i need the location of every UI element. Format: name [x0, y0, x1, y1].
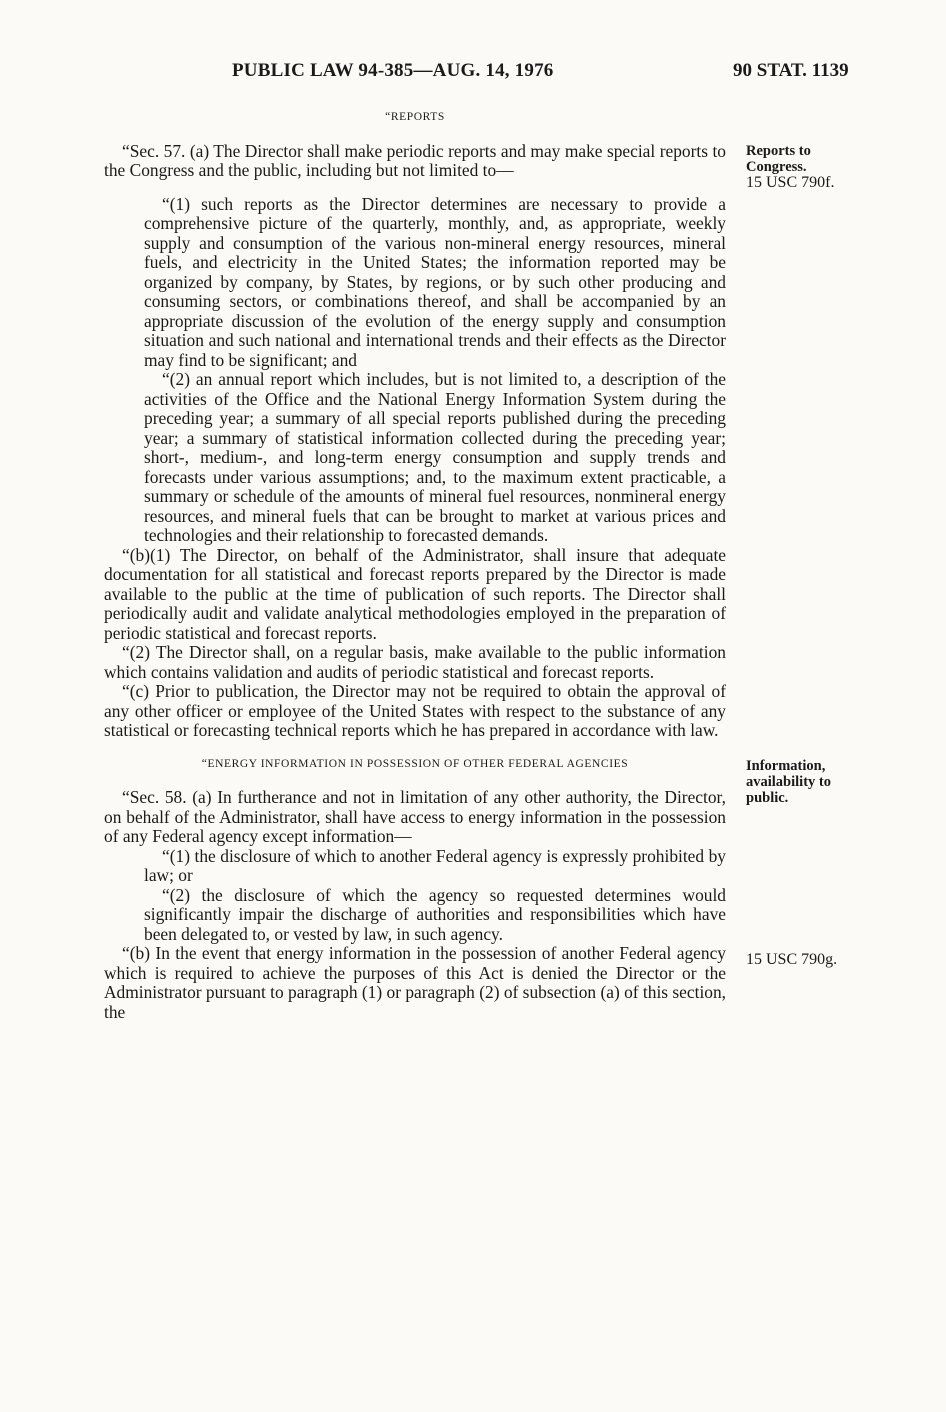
margin-note-sec58: [746, 952, 856, 968]
public-law-title: PUBLIC LAW 94-385—AUG. 14, 1976: [232, 60, 554, 81]
sec58-b: “(b) In the event that energy information in the possession of another Federal agency which is required to achieve the purposes of this Act is denied the Director or the Administrator pursuant to paragraph (1) or paragraph (2) of subsection (a) of this section, the: [104, 943, 727, 1022]
margin-note-reports-title: Reports to Congress.: [746, 143, 811, 175]
section-heading-energy-information: “ENERGY INFORMATION IN POSSESSION OF OTHER FEDERAL AGENCIES: [201, 757, 629, 770]
margin-note-sec58-cite: 15 USC 790g.: [746, 951, 838, 968]
sec57-a-paragraph-2: “(2) an annual report which includes, but is not limited to, a description of the activities of the Office and the National Energy Information System during the preceding year; a summary of all special reports published during the preceding year; a summary of statistical information collected during the preceding year; short-, medium-, and long-term energy consumption and supply trends and forecasts under various assumptions; and, to the maximum extent practicable, a summary or schedule of the amounts of mineral fuel resources, nonmineral energy resources, and mineral fuels that can be brought to market at various prices and technologies and their relationship to forecasted demands.: [144, 369, 726, 545]
body-text-column: [104, 108, 726, 1022]
section-heading-reports: “REPORTS: [385, 111, 445, 123]
sec58-a-paragraph-2: “(2) the disclosure of which the agency so requested determines would significantly impair the discharge of authorities and responsibilities which have been delegated to, or vested by law, in such agency.: [144, 884, 726, 944]
statute-page-number: 90 STAT. 1139: [733, 60, 849, 81]
sec58-a-paragraph-1: “(1) the disclosure of which to another Federal agency is expressly prohibited by law; or: [144, 845, 726, 885]
margin-note-information: [746, 758, 856, 806]
margin-note-reports: [746, 143, 856, 191]
sec57-a-paragraph-1: “(1) such reports as the Director determines are necessary to provide a comprehensive picture of the quarterly, monthly, and, as appropriate, weekly supply and consumption of the various non-mineral energy resources, mineral fuels, and electricity in the United States; the information reported may be organized by company, by States, by regions, or by such other producing and consuming sectors, or combinations thereof, and shall be accompanied by an appropriate discussion of the evolution of the energy supply and consumption situation and such national and international trends and their effects as the Director may find to be significant; and: [144, 193, 726, 370]
sec57-c: “(c) Prior to publication, the Director may not be required to obtain the approval of any other officer or employee of the United States with respect to the substance of any statistical or forecasting technical reports which he has prepared in accordance with law.: [104, 681, 726, 740]
margin-note-reports-cite: 15 USC 790f.: [746, 174, 835, 191]
sec57-b-paragraph-1: “(b)(1) The Director, on behalf of the Administrator, shall insure that adequate documentation for all statistical and forecast reports prepared by the Director is made available to the public at the time of publication of such reports. The Director shall periodically audit and validate analytical methodologies employed in the preparation of periodic statistical and forecast reports.: [104, 544, 726, 643]
running-header: [0, 60, 946, 84]
margin-note-information-title: Information, availability to public.: [746, 758, 831, 806]
sec58-a-intro: “Sec. 58. (a) In furtherance and not in limitation of any other authority, the Director, on behalf of the Administrator, shall have access to energy information in the possession of any Federal agency except information—: [104, 787, 726, 846]
sec57-a-intro: “Sec. 57. (a) The Director shall make periodic reports and may make special reports to the Congress and the public, including but not limited to—: [104, 140, 726, 180]
sec57-b-paragraph-2: “(2) The Director shall, on a regular basis, make available to the public information which contains validation and audits of periodic statistical and forecast reports.: [104, 642, 726, 682]
